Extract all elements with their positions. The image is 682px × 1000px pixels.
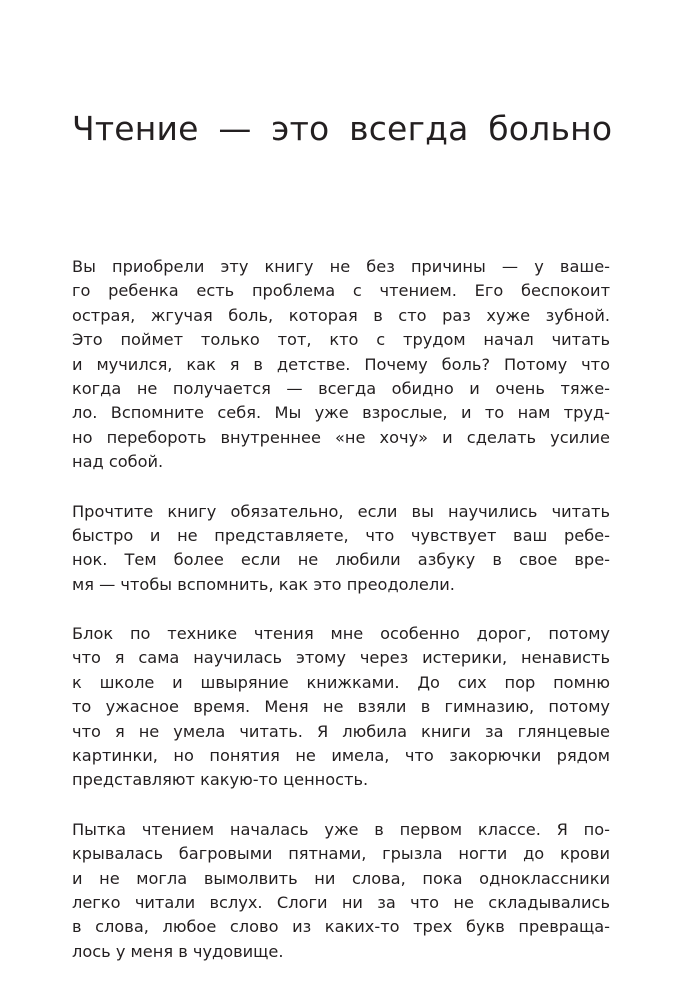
text-line: в слова, любое слово из каких-то трех букв превраща- xyxy=(72,917,610,937)
text-line: острая, жгучая боль, которая в сто раз хуже зубной. xyxy=(72,305,610,325)
text-line: крывалась багровыми пятнами, грызла ногти до крови xyxy=(72,844,610,864)
text-line: лось у меня в чудовище. xyxy=(72,941,284,961)
text-line: над собой. xyxy=(72,452,164,472)
text-line: картинки, но понятия не имела, что закорючки рядом xyxy=(72,746,610,766)
chapter-title: Чтение — это всегда больно xyxy=(72,109,613,148)
paragraph-3 xyxy=(72,622,610,793)
text-line: представляют какую-то ценность. xyxy=(72,770,369,790)
text-line: легко читали вслух. Слоги ни за что не складывались xyxy=(72,892,610,912)
body-text xyxy=(72,255,610,989)
text-line: Вы приобрели эту книгу не без причины — у ваше- xyxy=(72,257,610,276)
text-line: Пытка чтением началась уже в первом классе. Я по- xyxy=(72,819,610,839)
text-line: Блок по технике чтения мне особенно дорог, потому xyxy=(72,624,610,644)
text-line: и мучился, как я в детстве. Почему боль? Потому что xyxy=(72,354,610,374)
text-line: что я не умела читать. Я любила книги за глянцевые xyxy=(72,721,610,741)
text-line: что я сама научилась этому через истерики, ненависть xyxy=(72,648,610,668)
text-line: к школе и швыряние книжками. До сих пор помню xyxy=(72,672,610,692)
text-line: быстро и не представляете, что чувствует ваш ребе- xyxy=(72,525,610,545)
text-line: но перебороть внутреннее «не хочу» и сделать усилие xyxy=(72,427,610,447)
text-line: и не могла вымолвить ни слова, пока одноклассники xyxy=(72,868,610,888)
text-line: Прочтите книгу обязательно, если вы научились читать xyxy=(72,501,610,521)
text-line: го ребенка есть проблема с чтением. Его беспокоит xyxy=(72,281,610,301)
paragraph-1 xyxy=(72,255,610,475)
text-line: мя — чтобы вспомнить, как это преодолели. xyxy=(72,574,455,594)
text-line: Это поймет только тот, кто с трудом начал читать xyxy=(72,330,610,350)
text-line: то ужасное время. Меня не взяли в гимназию, потому xyxy=(72,697,610,717)
text-line: когда не получается — всегда обидно и очень тяже- xyxy=(72,378,610,398)
paragraph-4 xyxy=(72,818,610,964)
paragraph-2 xyxy=(72,500,610,598)
text-line: нок. Тем более если не любили азбуку в свое вре- xyxy=(72,550,610,570)
text-line: ло. Вспомните себя. Мы уже взрослые, и то нам труд- xyxy=(72,403,610,423)
